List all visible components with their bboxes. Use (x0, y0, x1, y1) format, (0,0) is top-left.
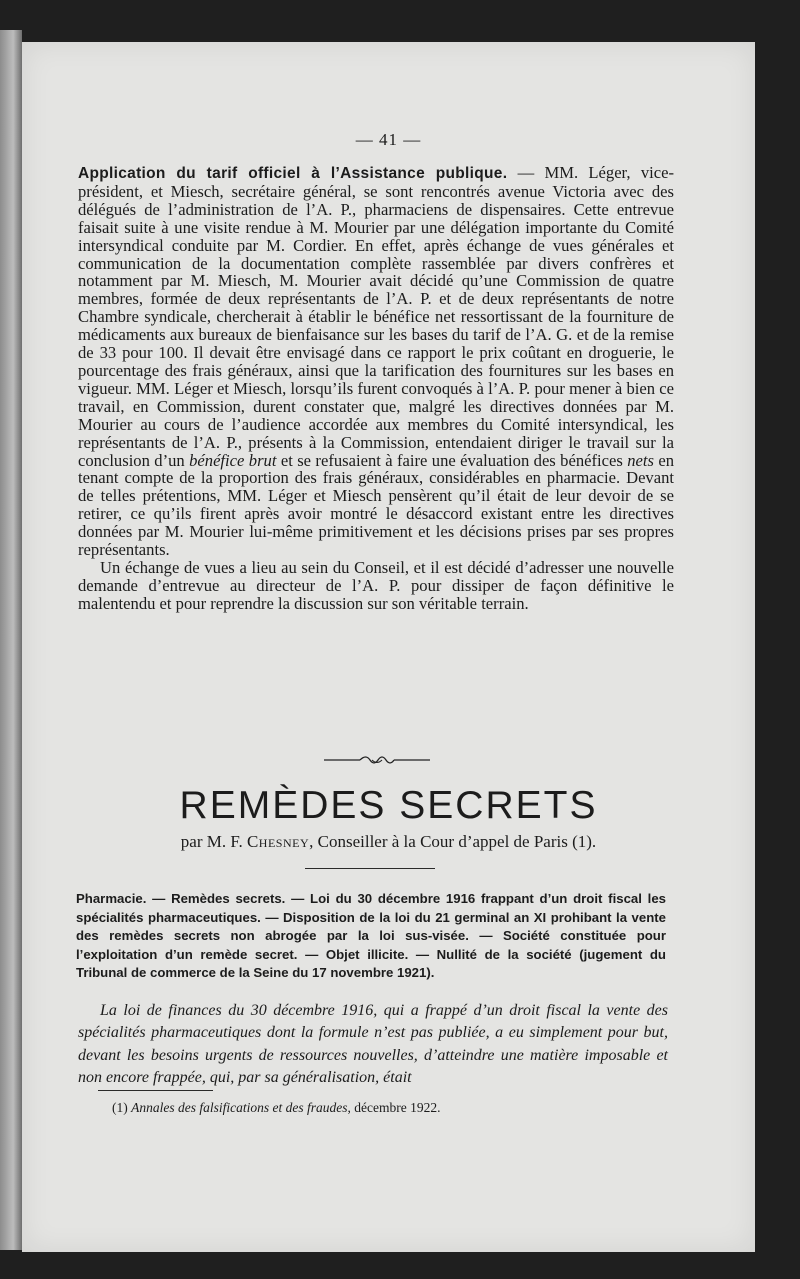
footnote-marker: (1) (112, 1100, 132, 1115)
footnote (112, 1100, 672, 1116)
page-number: — 41 — (355, 130, 422, 149)
section-paragraph-2: Un échange de vues a lieu au sein du Conseil, et il est décidé d’adresser une nouvelle demande d’entrevue au directeur de l’A. P. pour dissiper de façon définitive le malentendu et pour reprendre la discussion sur son véritable terrain. (78, 557, 674, 613)
italic-benefice-brut: bénéfice brut (189, 450, 277, 470)
footnote-source: Annales des falsifications et des fraudes (131, 1100, 348, 1115)
article-byline (22, 832, 755, 852)
article-summary: Pharmacie. — Remèdes secrets. — Loi du 30 décembre 1916 frappant d’un droit fiscal les spécialités pharmaceutiques. — Disposition de la loi du 21 germinal an XI prohibant la vente des remèdes secrets non abrogée par la loi sus-visée. — Société constituée pour l’exploitation d’un remède secret. — Objet illicite. — Nullité de la société (jugement du Tribunal de commerce de la Seine du 17 novembre 1921). (76, 891, 666, 980)
paragraph-1-mid: et se refusaient à faire une évaluation des bénéfices (276, 450, 628, 470)
paragraph-1-end: en tenant compte de la proportion des frais généraux, considérables en pharmacie. Devant de telles prétentions, MM. Léger et Miesch pensèrent qu’il était de leur devoir de se retirer, ce qu’ils firent après avoir montré le désaccord existant entre les directives données par M. Mourier lui-même primitivement et les décisions prises par ses propres représentants. (78, 450, 674, 560)
article-intro-italic: La loi de finances du 30 décembre 1916, qui a frappé d’un droit fiscal la vente des spécialités pharmaceutiques dont la formule n’est pas publiée, a eu simplement pour but, devant les besoins urgents de ressources nouvelles, d’atteindre une matière imposable et non encore frappée, qui, par sa généralisation, était (78, 1002, 668, 1087)
title-rule (305, 868, 435, 869)
italic-nets: nets (627, 450, 654, 470)
section-heading-dash: — (507, 163, 535, 182)
adjacent-page-edge (0, 30, 22, 1250)
byline-prefix: par M. F. (180, 832, 247, 851)
document-page (22, 42, 755, 1252)
assistance-publique-section (78, 164, 674, 613)
article-title: REMÈDES SECRETS (179, 784, 598, 827)
section-paragraph-1 (78, 164, 674, 559)
footnote-rule (98, 1090, 213, 1091)
byline-author: Chesney (246, 832, 310, 851)
ornament-divider-icon (322, 750, 432, 768)
paragraph-1-text: MM. Léger, vice-président, et Miesch, secrétaire général, se sont rencontrés avenue Victoria avec des délégués de l’administration de l’A. P., pharmaciens de dispensaires. Cette entrevue faisait suite à une visite rendue à M. Mourier par une délégation importante du Comité intersyndical conduite par M. Cordier. En effet, après échange de vues générales et communication de la documentation complète rassemblée par divers confrères et notamment par M. Miesch, M. Mourier avait décidé qu’une Commission de quatre membres, formée de deux représentants de l’A. P. et de deux représentants de notre Chambre syndicale, chercherait à établir le bénéfice net ressortissant de la fourniture de médicaments aux bureaux de bienfaisance sur les bases du tarif de l’A. G. et de la remise de 33 pour 100. Il devait être envisagé dans ce rapport le prix coûtant en droguerie, le pourcentage des frais généraux, ainsi que la tarification des fournitures sur les bases en vigueur. MM. Léger et Miesch, lorsqu’ils furent convoqués à l’A. P. pour mener à bien ce travail, en Commission, durent constater que, malgré les directives données par M. Mourier au cours de l’audience accordée aux membres du Comité intersyndical, les représentants de l’A. P., présents à la Commission, entendaient diriger le travail sur la conclusion d’un (78, 163, 675, 470)
footnote-date: , décembre 1922. (347, 1100, 441, 1115)
byline-suffix: , Conseiller à la Cour d’appel de Paris (1). (309, 832, 597, 851)
section-heading: Application du tarif officiel à l’Assistance publique. (78, 165, 508, 182)
